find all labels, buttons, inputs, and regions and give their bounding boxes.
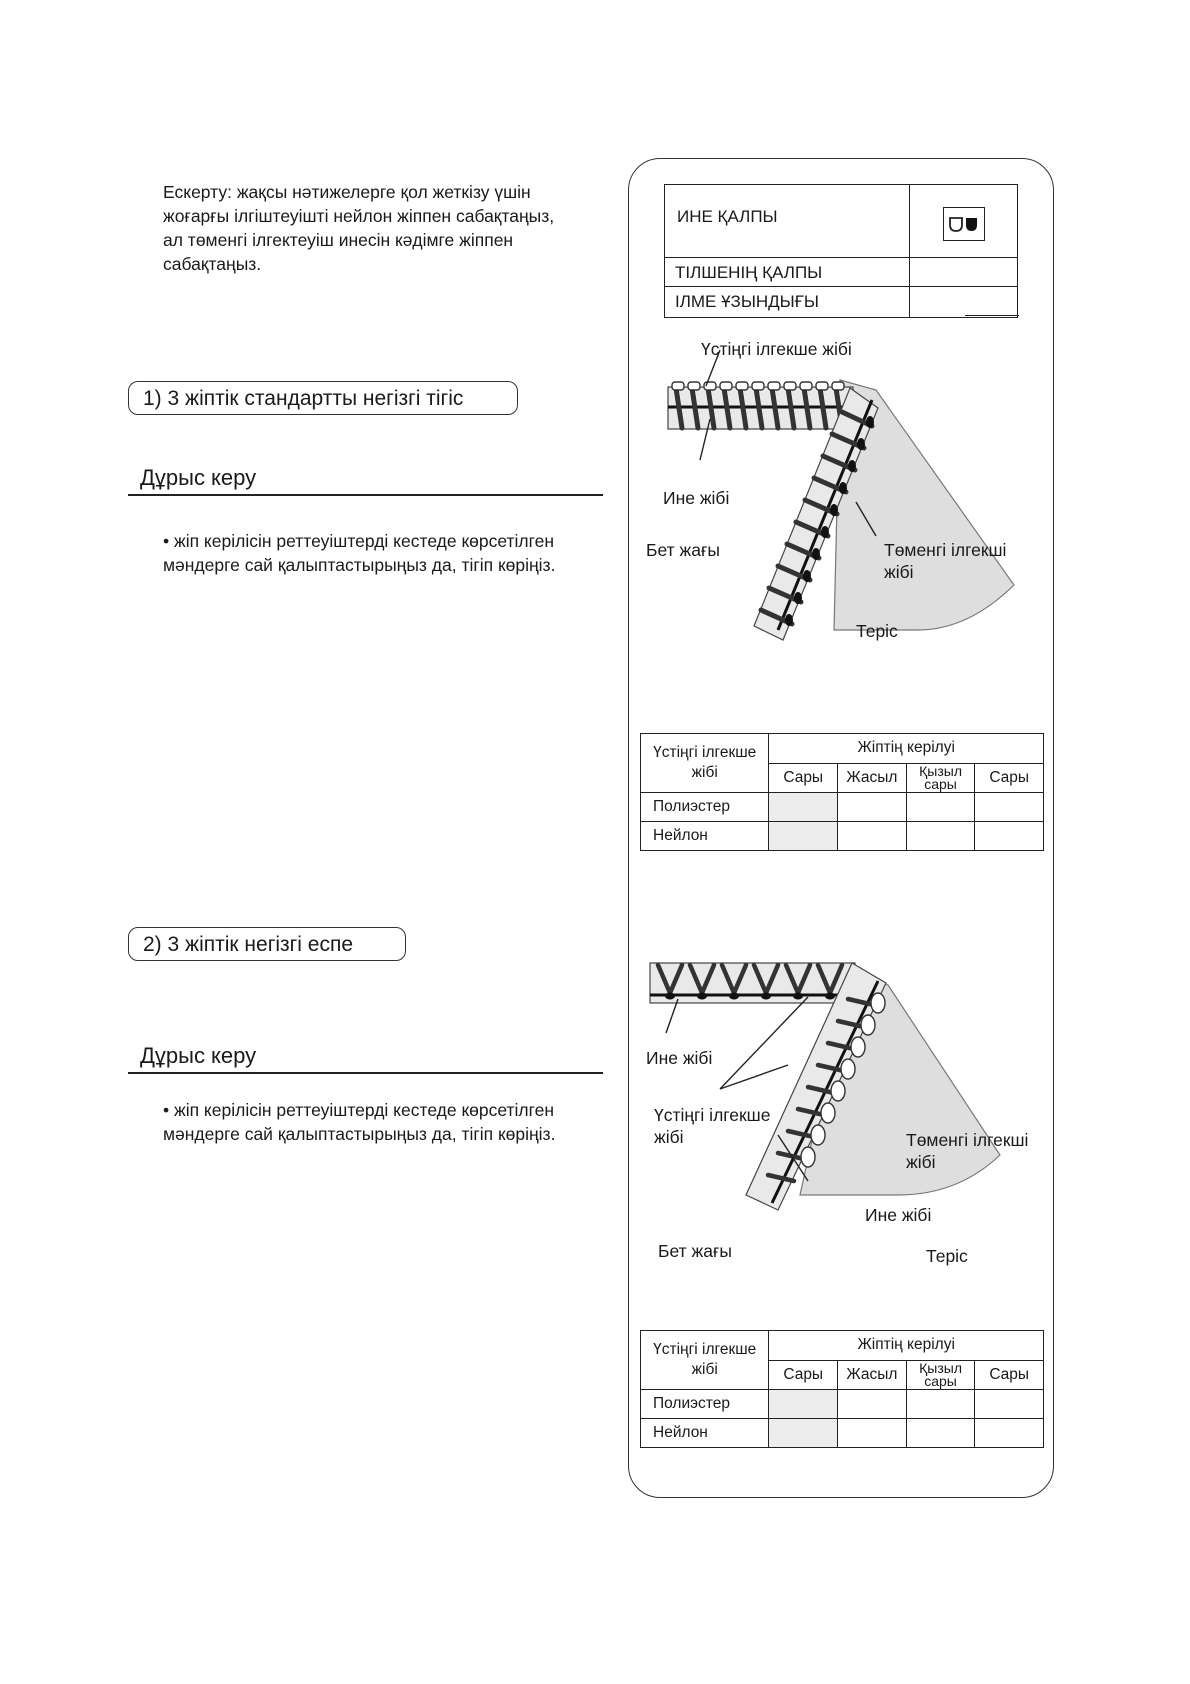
tension-cell bbox=[975, 822, 1044, 851]
bullet-line: мәндерге сай қалыптастырыңыз да, тігіп көріңіз. bbox=[163, 1124, 556, 1144]
bullet-line: • жіп керілісін реттеуіштерді кестеде көрсетілген bbox=[163, 1100, 555, 1120]
label-line: жібі bbox=[906, 1152, 936, 1172]
column-header bbox=[906, 763, 975, 793]
tongue-position-label: ТІЛШЕНІҢ ҚАЛПЫ bbox=[665, 257, 909, 286]
section1-title: 1) 3 жіптік стандартты негізгі тігіс bbox=[128, 381, 518, 415]
note-line: Ескерту: жақсы нәтижелерге қол жеткізу үшін bbox=[163, 182, 531, 202]
material-cell: Полиэстер bbox=[641, 793, 769, 822]
diagram1-reverse-side-label: Теріс bbox=[856, 621, 898, 641]
settings-divider bbox=[909, 185, 910, 317]
note-line: жоғарғы ілгіштеуішті нейлон жіппен сабақтаңыз, bbox=[163, 206, 555, 226]
label-line: Үстіңгі ілгекше bbox=[654, 1105, 771, 1125]
row-header-line: жібі bbox=[691, 1361, 718, 1378]
note-line: ал төменгі ілгектеуіш инесін кәдімге жіппен bbox=[163, 230, 514, 250]
material-cell: Полиэстер bbox=[641, 1390, 769, 1419]
diagram2-needle-thread-label: Ине жібі bbox=[646, 1048, 713, 1068]
label-line: жібі bbox=[654, 1127, 684, 1147]
tension-cell bbox=[975, 1390, 1044, 1419]
column-header: Сары bbox=[975, 763, 1044, 793]
row-header bbox=[641, 734, 769, 793]
column-header: Сары bbox=[975, 1360, 1044, 1390]
section2-title: 2) 3 жіптік негізгі еспе bbox=[128, 927, 406, 961]
section2-rule bbox=[128, 1072, 603, 1074]
column-header: Сары bbox=[769, 763, 838, 793]
label-line: Төменгі ілгекші bbox=[884, 540, 1007, 560]
diagram1-needle-thread-label: Ине жібі bbox=[663, 488, 730, 508]
tension-cell bbox=[906, 1390, 975, 1419]
diagram1-upper-looper-label: Үстіңгі ілгекше жібі bbox=[701, 339, 852, 359]
settings-cell-line bbox=[909, 286, 1017, 287]
loop-length-label: ІЛМЕ ҰЗЫНДЫҒЫ bbox=[665, 286, 909, 317]
note-text bbox=[163, 180, 603, 276]
diagram2-face-side-label: Бет жағы bbox=[658, 1241, 732, 1261]
column-header: Жасыл bbox=[838, 1360, 907, 1390]
tension-cell bbox=[769, 1390, 838, 1419]
section1-rule bbox=[128, 494, 603, 496]
note-line: сабақтаңыз. bbox=[163, 254, 262, 274]
tension-cell bbox=[769, 822, 838, 851]
section1-heading: Дұрыс керу bbox=[140, 465, 257, 490]
tension-cell bbox=[906, 793, 975, 822]
tension-cell bbox=[769, 1419, 838, 1448]
settings-bottom-line bbox=[965, 315, 1019, 316]
row-header-line: Үстіңгі ілгекше bbox=[653, 744, 757, 761]
tension-cell bbox=[838, 1390, 907, 1419]
label-line: жібі bbox=[884, 562, 914, 582]
column-header-line: сары bbox=[924, 775, 957, 792]
row-header bbox=[641, 1331, 769, 1390]
settings-table bbox=[664, 184, 1018, 318]
overlock-stitch-diagram-1 bbox=[628, 330, 1054, 690]
diagram1-face-side-label: Бет жағы bbox=[646, 540, 720, 560]
diagram2-needle-thread-label-2: Ине жібі bbox=[865, 1205, 932, 1225]
row-header-line: жібі bbox=[691, 764, 718, 781]
section1-bullet bbox=[163, 529, 603, 577]
column-header-line: Қызыл bbox=[919, 1359, 962, 1376]
tension-cell bbox=[769, 793, 838, 822]
diagram2-reverse-side-label: Теріс bbox=[926, 1246, 968, 1266]
column-header-line: Қызыл bbox=[919, 762, 962, 779]
needle-position-icon bbox=[943, 207, 985, 241]
tension-cell bbox=[975, 1419, 1044, 1448]
column-header bbox=[906, 1360, 975, 1390]
bullet-line: мәндерге сай қалыптастырыңыз да, тігіп көріңіз. bbox=[163, 555, 556, 575]
section2-bullet bbox=[163, 1098, 603, 1146]
column-header: Сары bbox=[769, 1360, 838, 1390]
group-header: Жіптің керілуі bbox=[769, 734, 1044, 764]
row-header-line: Үстіңгі ілгекше bbox=[653, 1341, 757, 1358]
section2-heading: Дұрыс керу bbox=[140, 1043, 257, 1068]
tension-cell bbox=[906, 822, 975, 851]
tension-table-1 bbox=[640, 733, 1044, 851]
diagram2-upper-looper-label bbox=[654, 1104, 770, 1148]
diagram1-lower-looper-label bbox=[884, 539, 1006, 583]
column-header: Жасыл bbox=[838, 763, 907, 793]
needle-position-label: ИНЕ ҚАЛПЫ bbox=[677, 207, 778, 226]
settings-cell-line bbox=[909, 257, 1017, 258]
material-cell: Нейлон bbox=[641, 1419, 769, 1448]
tension-cell bbox=[838, 822, 907, 851]
column-header-line: сары bbox=[924, 1372, 957, 1389]
tension-table-2 bbox=[640, 1330, 1044, 1448]
group-header: Жіптің керілуі bbox=[769, 1331, 1044, 1361]
label-line: Төменгі ілгекші bbox=[906, 1130, 1029, 1150]
diagram2-lower-looper-label bbox=[906, 1129, 1028, 1173]
tension-cell bbox=[838, 793, 907, 822]
tension-cell bbox=[975, 793, 1044, 822]
material-cell: Нейлон bbox=[641, 822, 769, 851]
tension-cell bbox=[906, 1419, 975, 1448]
bullet-line: • жіп керілісін реттеуіштерді кестеде көрсетілген bbox=[163, 531, 555, 551]
tension-cell bbox=[838, 1419, 907, 1448]
